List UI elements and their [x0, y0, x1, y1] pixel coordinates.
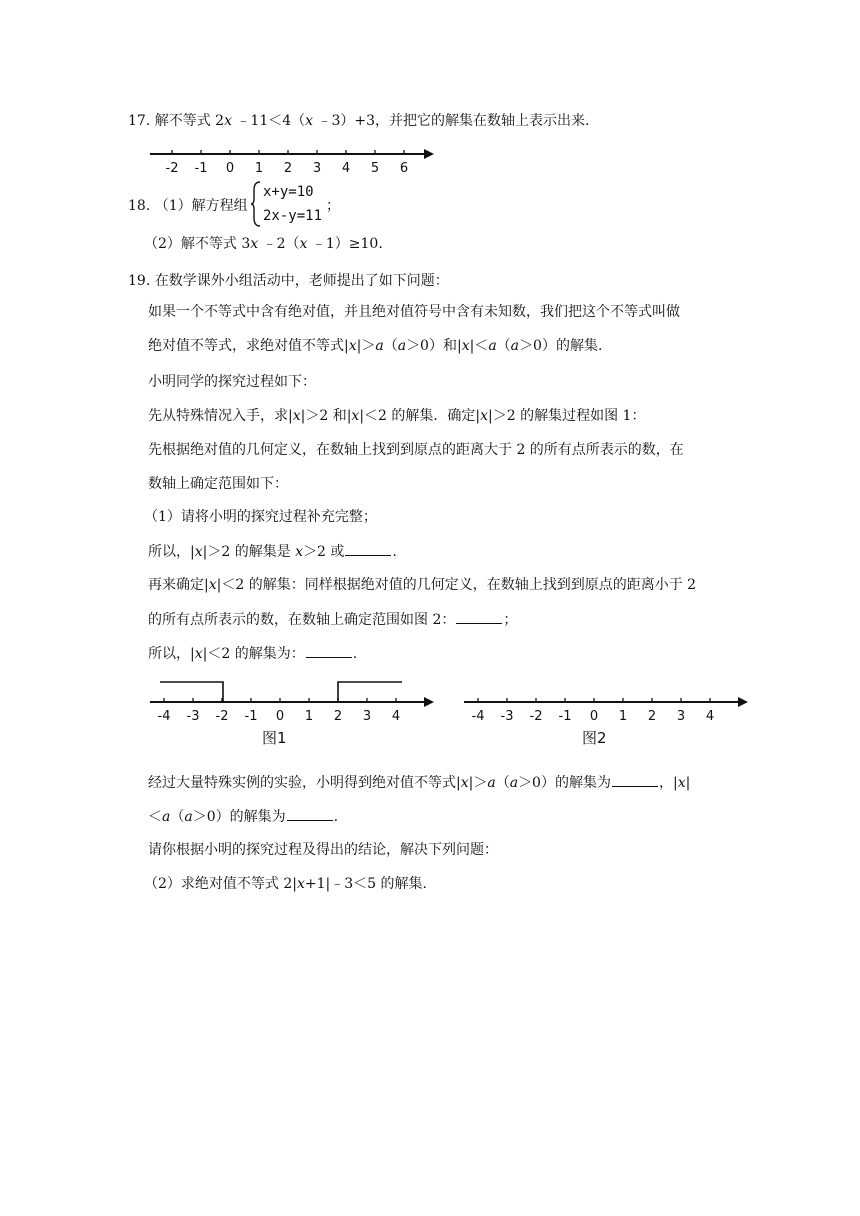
paragraph: 先根据绝对值的几何定义，在数轴上找到到原点的距离大于 2 的所有点所表示的数，在 [148, 442, 684, 458]
paragraph: （2）求绝对值不等式 2|x+1|﹣3＜5 的解集. [144, 876, 427, 892]
tick-label: 0 [225, 161, 235, 176]
answer-blank[interactable] [456, 609, 502, 624]
question-number: 19. [128, 273, 151, 289]
paragraph: 先从特殊情况入手，求|x|＞2 和|x|＜2 的解集．确定|x|＞2 的解集过程如图 1： [148, 408, 646, 424]
paragraph: ＜a（a＞0）的解集为 . [148, 806, 338, 827]
tick-label: 0 [589, 709, 599, 724]
tick-label: 5 [370, 161, 380, 176]
tick-label: 6 [399, 161, 409, 176]
tick-label: -3 [500, 709, 514, 724]
figure-2-number-line [462, 676, 752, 750]
figure-1-caption: 图1 [262, 729, 287, 747]
tick-label: -2 [215, 709, 229, 724]
answer-blank[interactable] [612, 772, 658, 787]
system-brace [250, 180, 262, 228]
question-17: 17. 解不等式 2x ﹣11＜4（x ﹣3）+3，并把它的解集在数轴上表示出来. [128, 113, 590, 129]
question-18-part2: （2）解不等式 3x ﹣2（x ﹣1）≥10. [144, 236, 383, 252]
paragraph: 经过大量特殊实例的实验，小明得到绝对值不等式|x|＞a（a＞0）的解集为 ，|x| [148, 772, 690, 793]
tick-label: -2 [529, 709, 543, 724]
paragraph: 数轴上确定范围如下： [148, 476, 288, 492]
tick-label: 0 [275, 709, 285, 724]
tick-label: -1 [244, 709, 258, 724]
tick-label: 3 [312, 161, 322, 176]
question-18: 18. （1）解方程组 [128, 198, 248, 214]
tick-label: 3 [362, 709, 372, 724]
tick-label: 4 [341, 161, 351, 176]
equation-2: 2x-y=11 [263, 208, 323, 224]
question-19: 19. 在数学课外小组活动中，老师提出了如下问题： [128, 273, 449, 289]
tick-label: -1 [194, 161, 208, 176]
paragraph: （1）请将小明的探究过程补充完整； [144, 509, 377, 525]
figure-2-caption: 图2 [582, 729, 607, 747]
figure-1-number-line [148, 676, 438, 750]
tick-label: 4 [391, 709, 401, 724]
number-line-17 [148, 144, 438, 178]
tick-label: 2 [283, 161, 293, 176]
answer-blank[interactable] [287, 806, 333, 821]
tick-label: 1 [618, 709, 628, 724]
tick-label: 2 [647, 709, 657, 724]
tick-label: -3 [186, 709, 200, 724]
tick-label: 4 [705, 709, 715, 724]
answer-blank[interactable] [345, 541, 391, 556]
solution-bracket-left [160, 682, 223, 702]
tick-label: -4 [157, 709, 171, 724]
solution-bracket-right [338, 682, 402, 702]
equation-1: x+y=10 [263, 184, 314, 200]
tick-label: -1 [558, 709, 572, 724]
question-number: 18. [128, 198, 151, 214]
tick-label: 1 [254, 161, 264, 176]
tick-label: 3 [676, 709, 686, 724]
tick-label: -4 [471, 709, 485, 724]
paragraph: 的所有点所表示的数，在数轴上确定范围如图 2： ； [148, 609, 517, 630]
paragraph: 请你根据小明的探究过程及得出的结论，解决下列问题： [148, 842, 498, 858]
question-number: 17. [128, 113, 151, 129]
paragraph: 所以，|x|＜2 的解集为： . [148, 643, 357, 664]
tick-label: -2 [165, 161, 179, 176]
paragraph: 绝对值不等式，求绝对值不等式|x|＞a（a＞0）和|x|＜a（a＞0）的解集. [148, 338, 603, 354]
tick-label: 2 [333, 709, 343, 724]
tick-label: 1 [304, 709, 314, 724]
paragraph: 再来确定|x|＜2 的解集：同样根据绝对值的几何定义，在数轴上找到到原点的距离小于 2 [148, 577, 697, 593]
paragraph: 所以，|x|＞2 的解集是 x＞2 或 . [148, 541, 397, 562]
paragraph: 小明同学的探究过程如下： [148, 374, 316, 390]
paragraph: 如果一个不等式中含有绝对值，并且绝对值符号中含有未知数，我们把这个不等式叫做 [148, 304, 680, 320]
answer-blank[interactable] [306, 643, 352, 658]
